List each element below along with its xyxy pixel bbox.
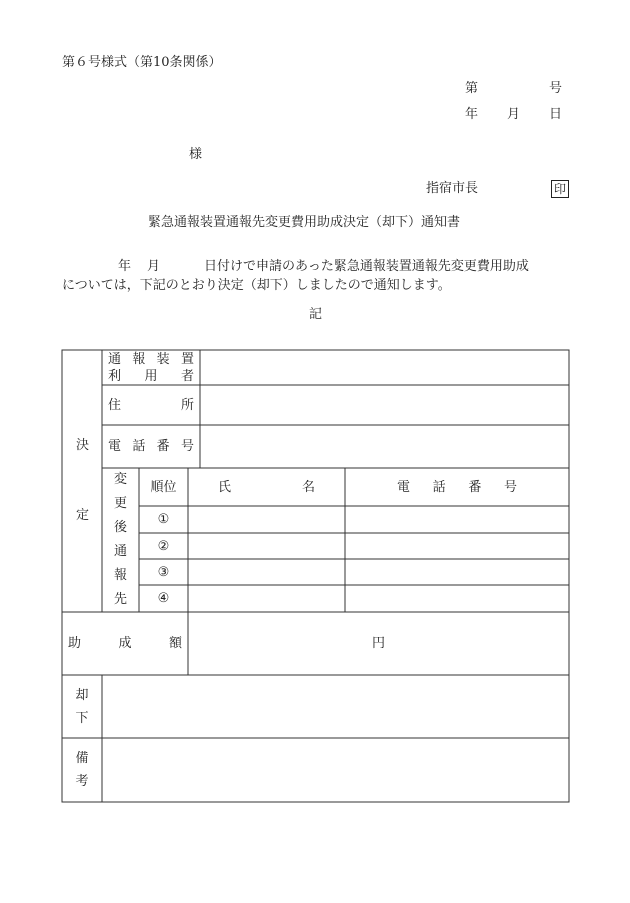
rank-4: ④: [157, 591, 170, 606]
changed-contacts-char-2: 更: [114, 496, 128, 511]
subsidy-amount-field[interactable]: [188, 612, 569, 675]
form-number: 第６号様式（第10条関係）: [62, 55, 222, 70]
issuer-name: 指宿市長: [426, 181, 479, 196]
changed-contacts-char-3: 後: [114, 520, 128, 535]
address-value-field[interactable]: [200, 385, 569, 425]
user-label-line2: 利 用 者: [108, 368, 194, 384]
changed-contacts-char-6: 先: [114, 592, 128, 607]
body-text-line1: 日付けで申請のあった緊急通報装置通報先変更費用助成: [204, 259, 529, 274]
rank-1: ①: [157, 512, 170, 527]
addressee-honorific: 様: [189, 147, 203, 162]
contact-name-field-1[interactable]: [188, 506, 345, 533]
rank-3: ③: [157, 564, 170, 580]
decision-label-char-1: 決: [76, 438, 90, 453]
body-text-line2: については，下記のとおり決定（却下）しましたので通知します。: [62, 278, 451, 293]
contact-phone-field-3[interactable]: [345, 559, 569, 585]
ki-heading: 記: [309, 307, 323, 322]
seal-mark: 印: [551, 180, 569, 198]
contact-phone-field-4[interactable]: [345, 585, 569, 612]
rejection-label: 却 下: [75, 687, 89, 726]
decision-label-char-2: 定: [76, 508, 90, 523]
contact-name-field-4[interactable]: [188, 585, 345, 612]
document-number-suffix: 号: [549, 81, 563, 96]
changed-contacts-char-4: 通: [114, 544, 128, 559]
yen-unit: 円: [371, 636, 385, 651]
body-date-month: 月: [147, 259, 161, 274]
phone-value-field[interactable]: [200, 425, 569, 468]
body-date-year: 年: [118, 259, 132, 274]
rank-column-header: 順位: [150, 479, 177, 495]
changed-contacts-char-5: 報: [114, 568, 128, 583]
date-month: 月: [507, 107, 521, 122]
rank-2: ②: [157, 538, 170, 554]
document-number-prefix: 第: [465, 81, 479, 96]
address-label: 住 所: [108, 397, 194, 413]
subsidy-amount-label: 助 成 額: [68, 636, 182, 651]
user-value-field[interactable]: [200, 350, 569, 385]
remarks-label: 備 考: [75, 751, 89, 789]
name-column-header: 氏 名: [218, 479, 315, 495]
document-title: 緊急通報装置通報先変更費用助成決定（却下）通知書: [148, 215, 461, 230]
phone-label: 電 話 番 号: [108, 439, 194, 454]
contact-phone-column-header: 電 話 番 号: [397, 479, 517, 495]
date-day: 日: [549, 107, 563, 122]
changed-contacts-char-1: 変: [114, 472, 128, 487]
date-year: 年: [465, 107, 479, 122]
remarks-field[interactable]: [102, 738, 569, 802]
user-label-line1: 通 報 装 置: [108, 351, 194, 367]
rejection-reason-field[interactable]: [102, 675, 569, 738]
contact-name-field-3[interactable]: [188, 559, 345, 585]
contact-phone-field-1[interactable]: [345, 506, 569, 533]
contact-name-field-2[interactable]: [188, 533, 345, 559]
contact-phone-field-2[interactable]: [345, 533, 569, 559]
